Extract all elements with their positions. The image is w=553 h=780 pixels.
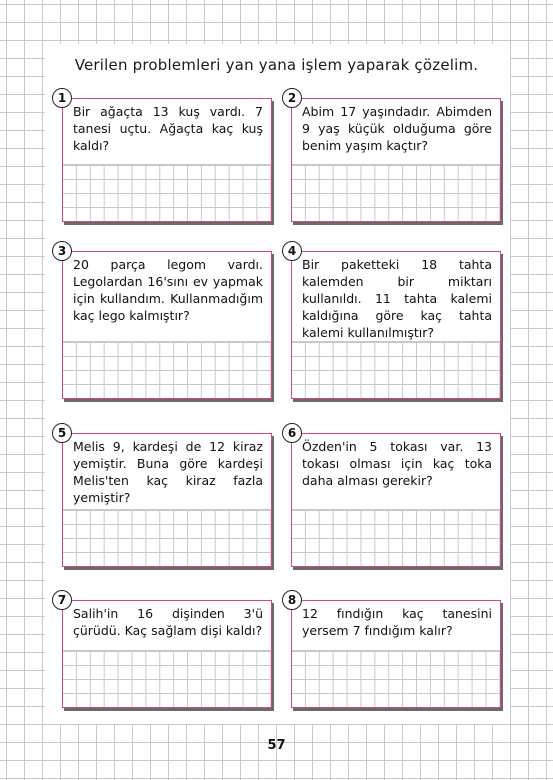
problem-card-1 (62, 98, 272, 222)
problem-card-3 (62, 251, 272, 399)
problem-number-6: 6 (282, 423, 302, 443)
problem-card-4 (291, 251, 501, 399)
problem-number-2: 2 (282, 88, 302, 108)
answer-grid-8[interactable] (292, 650, 500, 707)
problem-number-8: 8 (282, 590, 302, 610)
problem-text-2: Abim 17 yaşındadır. Abimden 9 yaş küçük olduğuma göre benim yaşım kaçtır? (302, 104, 492, 153)
problem-number-1: 1 (52, 88, 72, 108)
problem-text-1: Bir ağaçta 13 kuş vardı. 7 tanesi uçtu. Ağaçta kaç kuş kaldı? (73, 104, 263, 153)
page-title: Verilen problemleri yan yana işlem yaparak çözelim. (74, 56, 479, 74)
problem-text-3: 20 parça legom vardı. Legolardan 16'sını ev yapmak için kullandım. Kullanmadığım kaç lego kalmıştır? (73, 257, 263, 323)
problem-card-5 (62, 433, 272, 567)
problem-text-4: Bir paketteki 18 tahta kalemden bir miktarı kullanıldı. 11 tahta kalemi kaldığına göre kaç tahta kalemi kullanılmıştır? (302, 257, 492, 340)
answer-grid-6[interactable] (292, 509, 500, 566)
answer-grid-5[interactable] (63, 509, 271, 566)
answer-grid-4[interactable] (292, 341, 500, 398)
problem-number-5: 5 (52, 423, 72, 443)
answer-grid-3[interactable] (63, 341, 271, 398)
problem-text-7: Salih'in 16 dişinden 3'ü çürüdü. Kaç sağlam dişi kaldı? (73, 606, 263, 638)
problem-number-7: 7 (52, 590, 72, 610)
answer-grid-7[interactable] (63, 650, 271, 707)
problem-card-7 (62, 600, 272, 708)
problem-card-2 (291, 98, 501, 222)
page-number: 57 (267, 738, 286, 753)
problem-card-8 (291, 600, 501, 708)
problem-card-6 (291, 433, 501, 567)
problem-number-3: 3 (52, 241, 72, 261)
problem-text-6: Özden'in 5 tokası var. 13 tokası olması için kaç toka daha alması gerekir? (302, 439, 492, 488)
problem-number-4: 4 (282, 241, 302, 261)
answer-grid-2[interactable] (292, 164, 500, 221)
problem-text-5: Melis 9, kardeşi de 12 kiraz yemiştir. Buna göre kardeşi Melis'ten kaç kiraz fazla yemiştir? (73, 439, 263, 505)
answer-grid-1[interactable] (63, 164, 271, 221)
problem-text-8: 12 fındığın kaç tanesini yersem 7 fındığım kalır? (302, 606, 492, 638)
